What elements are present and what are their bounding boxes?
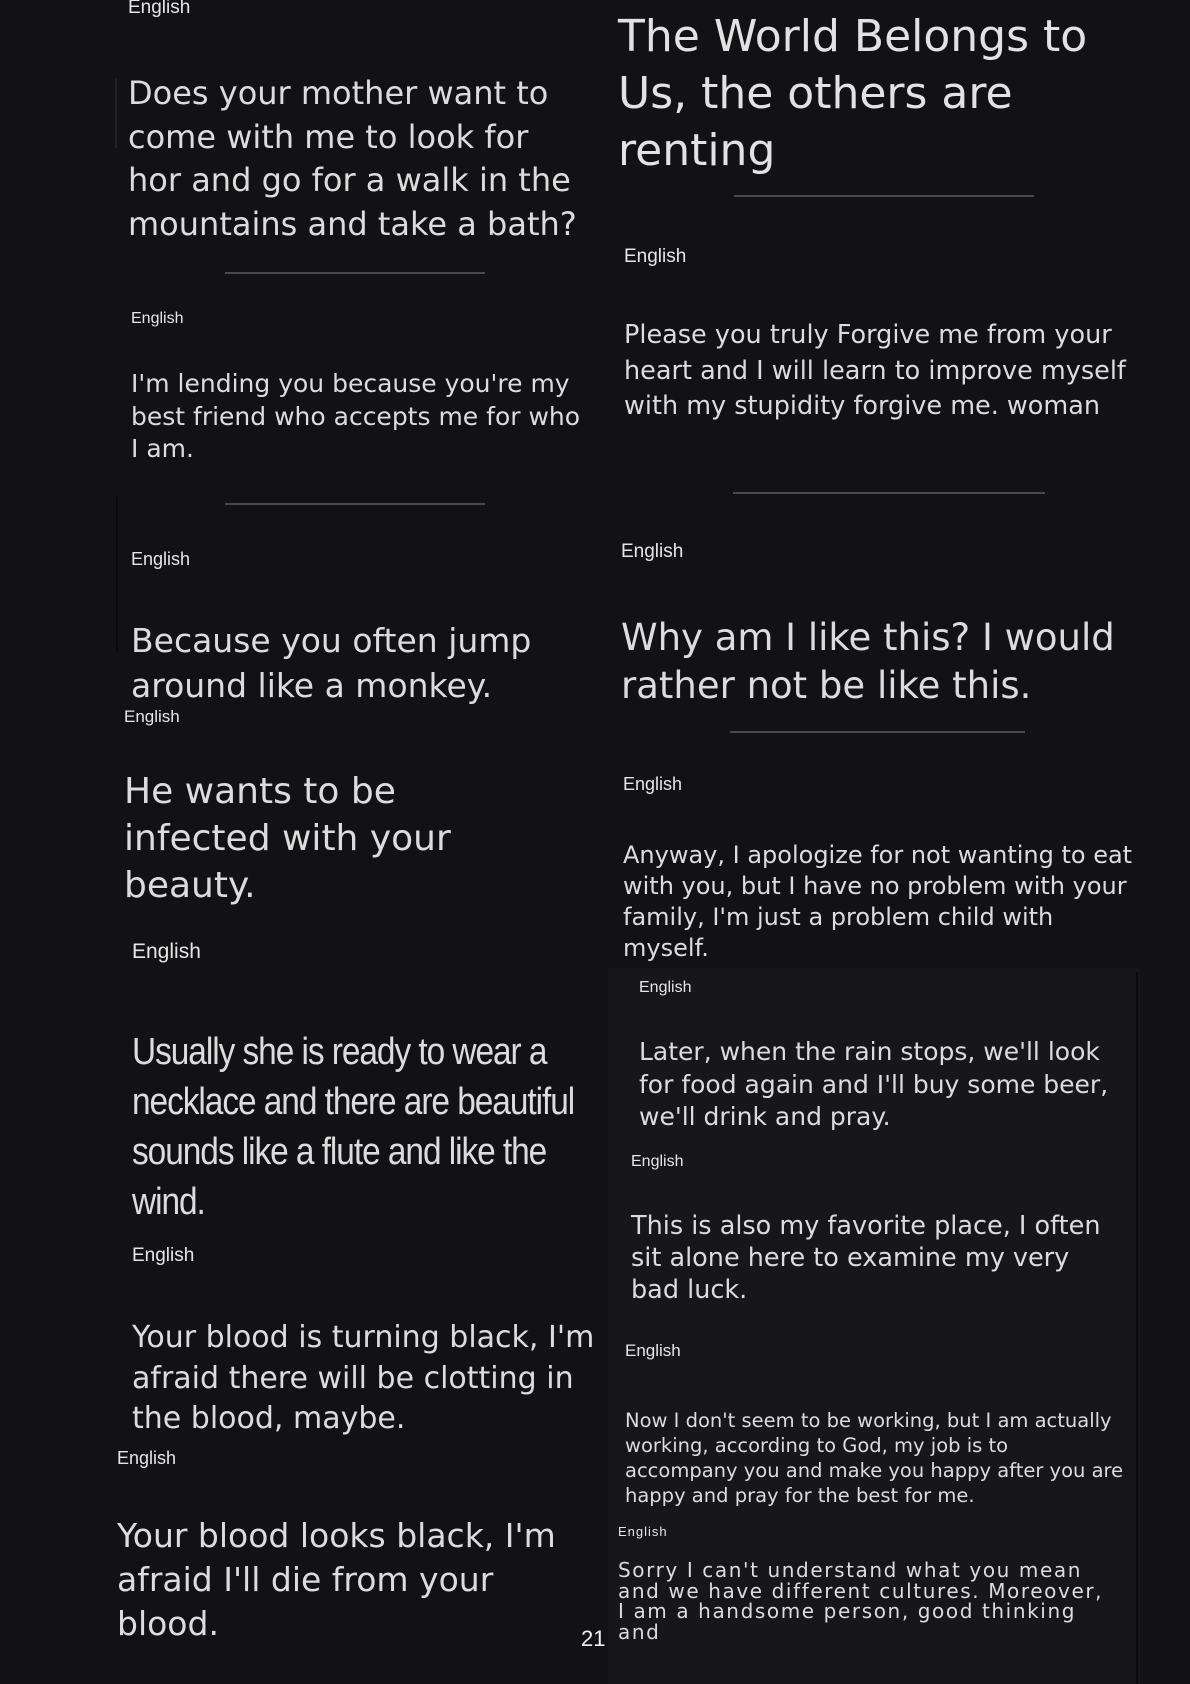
right-divider-2 <box>733 492 1045 494</box>
right-8-lang: English <box>618 1524 668 1539</box>
right-5-text: Later, when the rain stops, we'll look for food again and I'll buy some beer, we'll drink and pray. <box>639 1037 1109 1131</box>
left-7-text: Your blood looks black, I'm afraid I'll die from your blood. <box>117 1516 556 1643</box>
left-4-text: He wants to be infected with your beauty. <box>124 771 451 906</box>
left-2-text: I'm lending you because you're my best friend who accepts me for who I am. <box>131 369 581 463</box>
left-4-lang: English <box>124 707 180 726</box>
right-divider-1 <box>734 195 1034 197</box>
right-2-text: Please you truly Forgive me from your heart and I will learn to improve myself with my stupidity forgive me. woman <box>624 320 1126 421</box>
left-7-lang: English <box>117 1448 177 1468</box>
left-6-text: Your blood is turning black, I'm afraid there will be clotting in the blood, maybe. <box>132 1320 595 1436</box>
page-number: 21 <box>581 1626 606 1651</box>
right-7-lang: English <box>625 1341 681 1360</box>
right-7-text: Now I don't seem to be working, but I am actually working, according to God, my job is to accompany you and make you happy after you are happy and pray for the best for me. <box>625 1409 1124 1507</box>
left-divider-1 <box>225 272 485 274</box>
left-5-text: Usually she is ready to wear a necklace and there are beautiful sounds like a flute and like the wind. <box>132 1031 575 1223</box>
right-3-lang: English <box>621 541 684 562</box>
left-margin-mark-2 <box>116 497 118 652</box>
right-5-lang: English <box>639 979 692 996</box>
right-edge-mark <box>1136 972 1138 1684</box>
right-6-lang: English <box>631 1153 684 1170</box>
left-divider-2 <box>225 503 485 505</box>
left-6-lang: English <box>132 1245 195 1266</box>
left-3-lang: English <box>131 549 191 569</box>
left-1-text: Does your mother want to come with me to look for hor and go for a walk in the mountains and take a bath? <box>128 74 577 243</box>
left-3-text: Because you often jump around like a monkey. <box>131 621 532 705</box>
right-4-text: Anyway, I apologize for not wanting to eat with you, but I have no problem with your family, I'm just a problem child with myself. <box>623 841 1133 962</box>
right-4-lang: English <box>623 774 683 794</box>
right-divider-3 <box>730 731 1025 733</box>
right-8-text: Sorry I can't understand what you mean and we have different cultures. Moreover, I am a handsome person, good thinking and <box>618 1558 1104 1644</box>
left-5-lang: English <box>132 940 201 963</box>
right-2-lang: English <box>624 246 687 267</box>
left-2-lang: English <box>131 310 184 327</box>
left-1-lang: English <box>128 0 191 18</box>
left-margin-mark-1 <box>115 78 117 148</box>
right-3-text: Why am I like this? I would rather not be like this. <box>621 616 1115 707</box>
right-1-title: The World Belongs to Us, the others are renting <box>618 11 1088 176</box>
right-6-text: This is also my favorite place, I often sit alone here to examine my very bad luck. <box>631 1211 1101 1305</box>
